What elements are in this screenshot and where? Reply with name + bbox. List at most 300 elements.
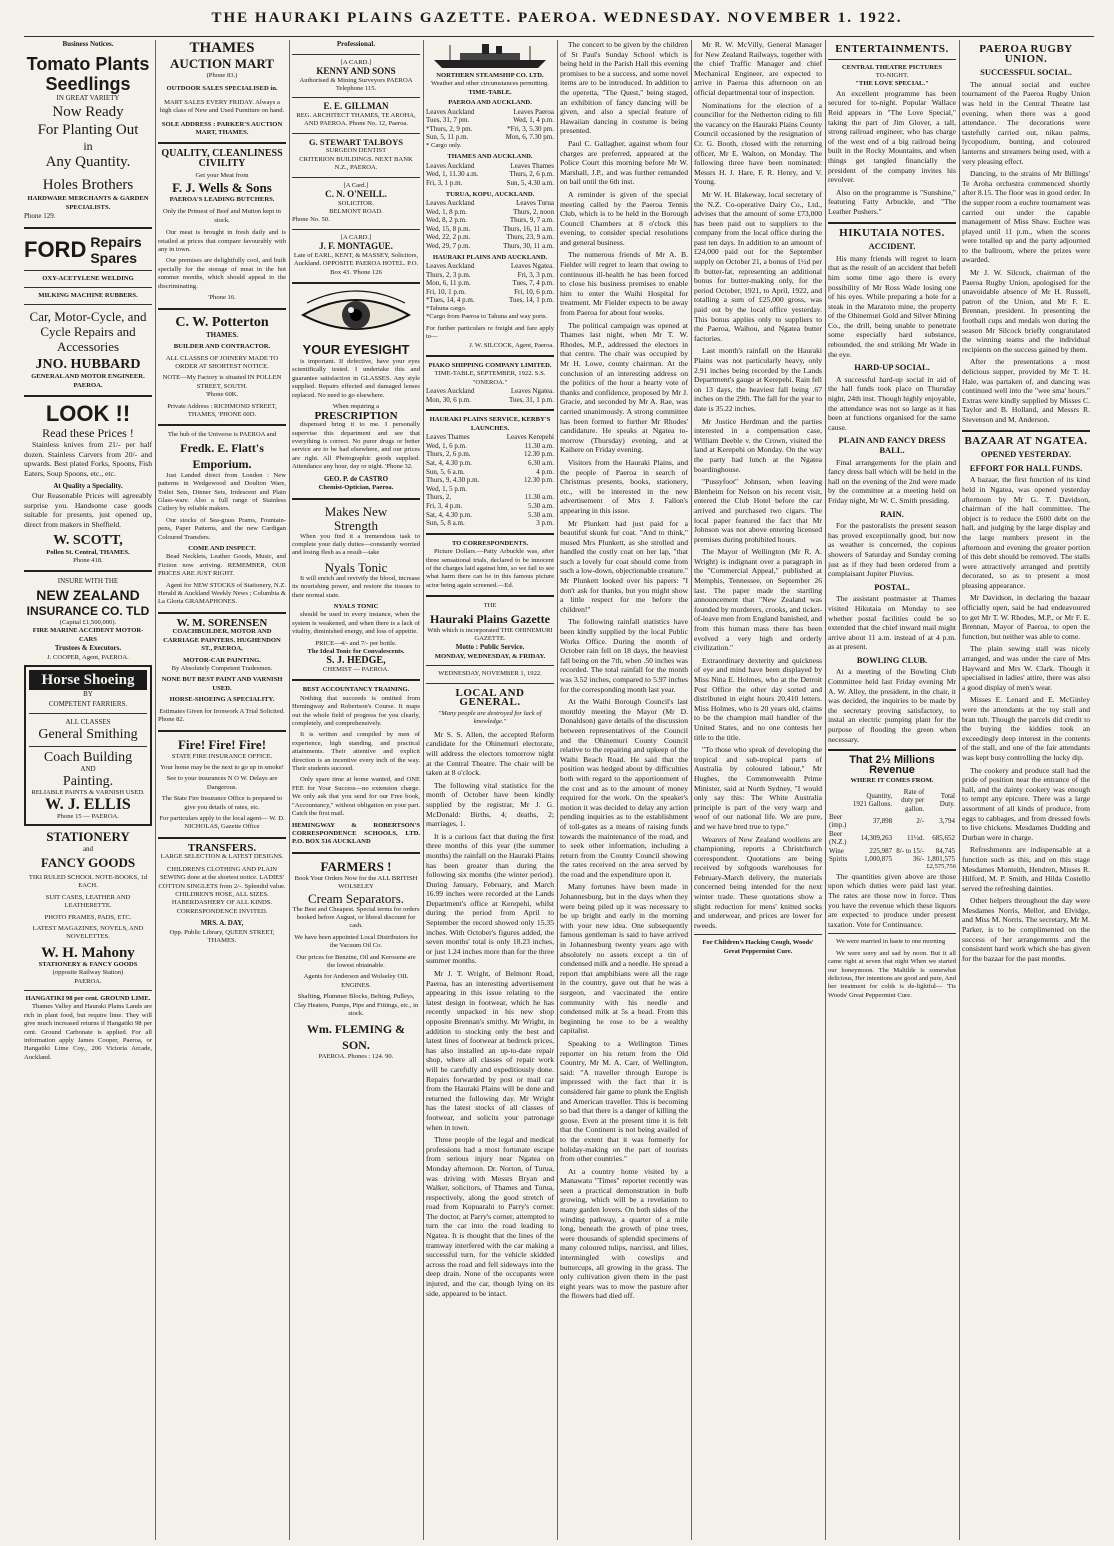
shafting-text: Shafting, Plummer Blocks, Belting, Pulleys, Clay Heaters, Pumps, Pipe and Fittings, etc., in stock. (293, 993, 419, 1017)
column-8 (962, 40, 1090, 1540)
table-row (828, 830, 956, 847)
table-header-row (426, 162, 554, 171)
divider (426, 409, 554, 411)
cargo-paeroa-note: *Cargo from Paeroa to Tahuna and way ports. (426, 313, 548, 321)
revenue-table (828, 788, 956, 864)
outdoor-sales: OUTDOOR SALES SPECIALISED in. (166, 85, 278, 93)
masthead: THE HAURAKI PLAINS GAZETTE. PAEROA. WEDNESDAY. NOVEMBER 1. 1922. (211, 10, 903, 26)
divider (29, 746, 147, 747)
accountancy-body: Nothing that succeeds is omitted from Hemingway and Robertson's Course. It maps out the whole field of progress for you clearly, completely, and comprehensively. (292, 694, 420, 728)
table-cell: 1,000,875 (864, 855, 893, 864)
potterton-phone: 'Phone 60K. (205, 391, 239, 399)
table-cell: Mon, 6, 11 p.m. (426, 279, 471, 288)
requiring-text: When requiring a (332, 403, 380, 411)
bazaar-heading: BAZAAR AT NGATEA. (964, 434, 1088, 447)
table-cell: 14,309,263 (860, 834, 893, 843)
cargo-note: * Cargo only. (426, 142, 462, 149)
ideal-tonic: The Ideal Tonic for Convalescents. (307, 648, 405, 655)
ford-repairs: Repairs (90, 233, 142, 250)
divider (158, 837, 286, 839)
table-cell: Thurs, 23, 9 a.m. (506, 233, 554, 242)
hemingway-address: HEMINGWAY & ROBERTSON'S CORRESPONDENCE SCHOOLS, LTD. P.O. BOX 516 AUCKLAND (292, 821, 420, 846)
article-paragraph: Three people of the legal and medical professions had a most fortunate escape from serious injury near Ngatea on Monday afternoon. Dr. Norton, of Turua, was driving with Messrs Bryan and Walker, solicitors, of Thames and Turua, respectively, along the good stretch of road from Kopuarahi to Parry's corner. The doctor, at Parry's corner, attempted to turn the car into the road leading to Ngatea. It is thought that the lines of the tramway interfered with the car making a successful turn, for the vehicle skidded across the road and fell sideways into the deep drain. None of the occupants were injured, and the car, though lying on its side, appeared to be intact. (426, 1135, 554, 1298)
table-cell: 3,794 (939, 817, 955, 826)
article-paragraph: Mr J. T. Wright, of Belmont Road, Paeroa, has an interesting advertisement appearing in this issue relating to the latest design in footwear, which he has recently unpacked in his new shop opposite Brennan's smithy. Mr Wright, in addition to stocking only the best and latest lines of footwear at bedrock prices, has also installed an up-to-date repair shop, where all classes of repair work will be carefully and expeditiously done. Repairs forwarded by post or mail car from the Hauraki Plains will be done and returned the following day. Mr Wright has the latest stocks of all classes of footwear, and solicits your patronage when in town. (426, 969, 554, 1132)
ellis-name: W. J. ELLIS (45, 795, 131, 813)
mahony-location: (opposite Railway Station) (52, 969, 124, 977)
ellis-phone: Phone 15 — PAEROA. (56, 812, 120, 820)
article-paragraph: Extraordinary dexterity and quickness of eye and mind have been displayed by Miss Nina E. Holmes, who at the Detroit Post Office the other day sorted and distributed in eight hours 20,410 letters. Miss Holmes, who is 20 years old, claims to be the champion mail handler of the United States, and no one contests her title to the title. (694, 655, 822, 742)
entertainments-heading: ENTERTAINMENTS. (835, 43, 949, 55)
nyals-tonic-caps: NYALS TONIC (333, 602, 379, 610)
for-planting: For Planting Out (37, 122, 139, 139)
mahony-subtitle: STATIONERY & FANCY GOODS (38, 960, 138, 968)
subheading: EFFORT FOR HALL FUNDS. (969, 462, 1083, 473)
thames-heading: THAMES (189, 40, 255, 56)
column-3 (292, 40, 420, 1540)
table-row (426, 225, 554, 234)
large-selection: LARGE SELECTION & LATEST DESIGNS. (160, 853, 284, 861)
meat-body: Our meat is brought in fresh daily and is retailed at prices that compare favourably with any in town. (158, 229, 286, 254)
divider (828, 222, 956, 224)
seagrass-body: Our stocks of Sea-grass Prams, Fountain-pens, Paper Patterns, and the new Cardigan Coloured Transfers. (158, 516, 286, 541)
correspondents-body: Picture Dollars.—Patty Arbuckle was, after three sensational trials, declared to be innocent of the charges laid against him, so we fail to see what harm there can be in this famous picture actor being again screened.—Ed. (426, 548, 554, 589)
table-cell: Wed, 15, 8 p.m. (426, 224, 471, 233)
prime-meat: Only the Primest of Beef and Mutton kept in stock. (163, 208, 281, 224)
photo-frames: PHOTO FRAMES, PADS, ETC. (44, 913, 132, 921)
steamship-illustration (430, 42, 550, 70)
publication-days: MONDAY, WEDNESDAY, & FRIDAY. (434, 652, 546, 660)
table-header-row (426, 108, 554, 117)
nyals-intro: When you find it a tremendous task to complete your daily duties—constantly worried and losing flesh as a result—take (292, 532, 420, 557)
ford-ad (24, 234, 152, 266)
table-cell: 225,987 (869, 846, 893, 855)
table-cell: 3 p.m. (536, 519, 554, 528)
nz-heading: NEW ZEALAND (36, 586, 140, 603)
and-text: and (82, 845, 94, 854)
potterton-name: C. W. Potterton (175, 314, 269, 330)
article-paragraph: Also on the programme is "Sunshine," featuring Fatty Arbuckle, and "The Leather Pushers." (828, 187, 956, 216)
quality-heading: At Quality a Speciality. (53, 481, 123, 490)
table-cell: Beer (N.Z.) (829, 829, 847, 847)
table-cell: Thurs, 2, 6 p.m. (426, 450, 471, 459)
professional-heading: Professional. (336, 40, 376, 48)
table-row (828, 813, 956, 830)
article-paragraph: The quantities given above are those upon which duties were paid last year. The rates are those now in force. Thus you have the revenue which these liquors are expected to produce under present taxation. Vote for Continuance. (828, 871, 956, 929)
column-divider (155, 40, 156, 1540)
table-cell: Fri, 3, 1 p.m. (426, 179, 463, 187)
fleming-name: Wm. FLEMING & SON. (306, 1022, 406, 1053)
article-paragraph: Final arrangements for the plain and fancy dress ball which will be held in the hall on the evening of the 2nd were made by the committee at a meeting held on Friday night, Mr W. C. Smith presiding. (828, 457, 956, 505)
gazette-title: Hauraki Plains Gazette (430, 611, 550, 626)
car-repairs: Car, Motor-Cycle, and Cycle Repairs and Accessories (29, 309, 147, 355)
table-cell: 685,652 (932, 834, 955, 843)
table-cell: Spirits (829, 855, 848, 864)
table-cell: Sun, 5, 6 a.m. (426, 467, 465, 476)
cream-separators: Cream Separators. (307, 890, 405, 906)
any-quantity: Any Quantity. (45, 154, 131, 171)
milking: MILKING MACHINE RUBBERS. (38, 292, 138, 299)
flatt-name: Fredk. E. Flatt's (180, 440, 264, 455)
column-1 (24, 40, 152, 1540)
table-cell: 8/- to 15/- (896, 846, 925, 855)
auction-phone: (Phone 83.) (206, 72, 238, 79)
and-text: AND (80, 764, 96, 773)
accountancy-body-3: Only spare time at home wanted, and ONE FEE for Your Success—no extension charge. We only ask that you send for our Free book, "Accountancy," without obligation on your part. Catch the first mail. (292, 776, 420, 818)
table-header: Leaves Auckland (426, 107, 475, 116)
issue-date: WEDNESDAY, NOVEMBER 1, 1922. (438, 670, 542, 678)
column-divider (691, 40, 692, 1540)
subheading: POSTAL. (874, 581, 910, 592)
subheading: SUCCESSFUL SOCIAL. (980, 67, 1072, 78)
table-cell: 37,898 (872, 817, 893, 826)
talboys-name: G. STEWART TALBOYS (309, 136, 403, 147)
article-paragraph: The cookery and produce stall had the pride of position near the entrance of the hall, and the dainty cookery was enough to tempt any epicure. There was a large assortment of all kinds of produce, from eggs to cabbages, and from dressed fowls to live chickens. Mesdames Dudding and Durban were in charge. (962, 765, 1090, 842)
table-cell: Thurs, 2, (426, 493, 452, 502)
table-cell: Thurs, 2, noon (513, 207, 554, 216)
table-cell: Wed, 1, 8 p.m. (426, 207, 467, 216)
variety-text: IN GREAT VARIETY (56, 93, 120, 102)
table-row (426, 242, 554, 251)
divider (426, 533, 554, 535)
fleming-subtitle: PAEROA. Phones : 124. 90. (318, 1053, 394, 1061)
tomato-title: Tomato Plants (26, 53, 150, 74)
article-paragraph: Refreshments are indispensable at a function such as this, and on this stage Mesdames Monteith, Hendren, Misses R. Hilford, M. P. Smith, and Hilda Costello served the refreshing dainties. (962, 845, 1090, 893)
divider (694, 934, 822, 935)
table-cell: 36/- (912, 855, 925, 864)
accountancy-body-2: It is written and compiled by men of experience, high standing, and practical attainments. Their attentive and explicit direction is an incentive every inch of the way. Their students succeed. (292, 731, 420, 773)
table-cell: Wed, 1, 11.30 a.m. (426, 170, 479, 179)
table-row (426, 450, 554, 459)
kenny-name: KENNY AND SONS (316, 66, 396, 76)
private-address: Private Address : RICHMOND STREET, THAMES, 'PHONE 60D. (167, 402, 277, 418)
divider (158, 424, 286, 426)
subheading: BOWLING CLUB. (856, 654, 928, 665)
column-5 (560, 40, 688, 1540)
divider (828, 933, 956, 934)
table-header: Leaves Auckland (426, 261, 475, 270)
table-header-row (426, 433, 554, 442)
oneill-phone: Phone No. 50. (292, 216, 330, 224)
table-cell: Wine (829, 846, 844, 855)
accountancy-heading: BEST ACCOUNTANCY TRAINING. (302, 686, 410, 694)
article-paragraph: Other helpers throughout the day were Mesdames Norris, Mellor, and Elvidge, and Miss M. Norris. The secretary, Mr M. Parker, is to be complimented on the success of her arrangements and the consistent hard work which she has given for the bazaar for the past months. (962, 896, 1090, 963)
divider (24, 270, 152, 271)
subheading: RAIN. (880, 508, 904, 519)
competent-text: By Absolutely Competent Tradesmen. (171, 665, 273, 673)
card-label: [A CARD.] (340, 233, 372, 241)
table-cell: Thurs, 9, 7 a.m. (509, 216, 554, 225)
card-label: [A Card.] (343, 181, 369, 189)
article-paragraph: At a meeting of the Bowling Club Committee held last Friday evening Mr A. W. Alley, the president, in the chair, it was decided, the inquiries to be made by the secretary proving satisfactory, to instal an electric pumping plant for the purpose of flooding the green when necessary. (828, 667, 956, 744)
table-row (426, 233, 554, 242)
table-cell: 11.30 a.m. (524, 493, 554, 502)
divider (24, 990, 152, 991)
article-paragraph: Mr S. S. Allen, the accepted Reform candidate for the Ohinemuri electorate, will address the electors tomorrow night at the Central Theatre. The chair will be taken at 8 o'clock. (426, 729, 554, 778)
motto-text: Motto : Public Service. (455, 643, 525, 652)
revenue-subheading: WHERE IT COMES FROM. (850, 777, 934, 785)
table-cell: 84,745 (935, 846, 955, 855)
divider (292, 229, 420, 230)
divider (29, 713, 147, 714)
article-paragraph: At a country home visited by a Manawatu "Times" reporter recently was seen a practical demonstration in bulb growing, which will be a revelation to many garden lovers. On both sides of the winding pathway, a quarter of a mile long, beneath the growth of pine trees, were thousands of splendid specimens of many coloured tulips, narcissi, and lilies, intermingled with cowslips and buttercups, all growing in the grass. The only cultivation given them in the past eight years was to mow the pasture after the flowers had died off. (560, 1166, 688, 1301)
piako-heading: PIAKO SHIPPING COMPANY LIMITED. (428, 361, 552, 369)
divider (292, 177, 420, 178)
premises-body: Our premises are delightfully cool, and built specially for the storage of meat in the hot summer months, which should appeal to the discriminating. (158, 257, 286, 290)
piako-timetable: TIME-TABLE, SEPTEMBER, 1922. S.S. "ONEROA." (434, 370, 546, 386)
scott-address: Pollen St. Central, THAMES. (46, 548, 130, 556)
subheading: HARD-UP SOCIAL. (854, 362, 930, 373)
table-header-row (828, 788, 956, 813)
prepared-text: The State Fire Insurance Office is prepared to give you details of rates, etc. (161, 795, 283, 811)
table-header: Leaves Ngatea. (510, 261, 554, 270)
mahony-town: PAEROA. (74, 977, 102, 985)
wells-subtitle: PAEROA'S LEADING BUTCHERS. (169, 196, 275, 204)
central-theatre: CENTRAL THEATRE PICTURES (841, 63, 943, 71)
divider (828, 59, 956, 60)
gillman-subtitle: REG. ARCHITECT THAMES, TE AROHA, AND PAEROA. Phone No. 12, Paeroa. (296, 112, 416, 128)
eyesight-heading: YOUR EYESIGHT (302, 342, 410, 358)
column-divider (423, 40, 424, 1540)
divider (292, 54, 420, 55)
table-cell: Wed, 29, 7 p.m. (426, 241, 471, 250)
table-row (426, 133, 554, 142)
table-cell: Wed, 1, 6 p.m. (426, 441, 467, 450)
article-paragraph: Paul C. Gallagher, against whom four charges are preferred, appeared at the Police Court this morning before Mr W. Marshall, J.P., and was further remanded on bail until the 6th inst. (560, 138, 688, 187)
table-row (426, 208, 554, 217)
all-classes: ALL CLASSES (65, 718, 111, 727)
further-particulars: For further particulars re freight and fare apply to— (426, 324, 554, 341)
table-header: Leaves Auckland (426, 387, 475, 396)
column-4 (426, 40, 554, 1540)
article-paragraph: A bazaar, the first function of its kind held in Ngatea, was opened yesterday afternoon by Mr G. T. Davidson, chairman of the hall committee. The object is to reduce the £600 debt on the hall, and judging by the large display and the large numbers present in the afternoon and evening the greater portion of this debt should be removed. The stalls were attractively arranged and prettily decorated, so as to present a most pleasing appearance. (962, 475, 1090, 590)
vacuum-oil: We have been appointed Local Distributors for the Vacuum Oil Co. (294, 933, 418, 950)
eyesight-body: is important. If defective, have your eyes scientifically tested. I undertake this and guarantee satisfaction in GLASSES. Any style supplied. Repairs effected and damaged lenses replaced. No need to go elsewhere. (292, 358, 420, 399)
transfers-heading: TRANSFERS. (187, 841, 257, 854)
divider (24, 395, 152, 397)
table-cell: Sun, 5, 8 a.m. (426, 519, 465, 528)
suit-cases: SUIT CASES, LEATHER AND LEATHERETTE. (45, 893, 131, 910)
table-cell: Fri, 3, 3 p.m. (517, 270, 554, 279)
article-paragraph: Mr Justice Herdman and the parties interested in a compensation case, William Deeble v. the Crown, visited the land at Kerepehi on Monday. On the way the party had lunch at the Ngatea boardinghouse. (694, 416, 822, 474)
divider (158, 730, 286, 732)
seedlings-title: Seedlings (45, 73, 131, 94)
card-label: [A CARD.] (340, 58, 372, 66)
correspondents-heading: TO CORRESPONDENTS. (451, 539, 529, 547)
stationery-heading: STATIONERY (46, 829, 130, 845)
revenue-heading: That 2½ Millions Revenue (849, 754, 935, 776)
divider (828, 749, 956, 751)
article-paragraph: It is a curious fact that during the first three months of this year (the summer months) the rainfall on the Hauraki Plains has been greater than during the following six months (the winter period). During January, February, and March 16.99 inches were recorded at the Lands Department's office at Kerepehi, whilst during the period from April to September the record showed only 15.35 inches. With October's figures added, the seven months' total is only 18.23 inches, or just 1.24 inches more than for the three summer months. (426, 831, 554, 966)
coach-building: Coach Building (43, 749, 133, 765)
table-header: Total Duty. (939, 792, 955, 809)
column-2 (158, 40, 286, 1540)
montague-name: J. F. MONTAGUE. (319, 241, 393, 252)
table-cell: Tues, 31, 7 pm. (426, 116, 470, 125)
farriers-text: COMPETENT FARRIERS. (48, 699, 128, 708)
article-paragraph: Mr Plunkett had just paid for a beautiful skunk fur coat. "And to think," mused Mrs Plunkett, as she strolled and handled the costly coat on her lap, "that such a lovely fur coat should come from such a low-down, objectionable creature." Mr Plunkett looked over his papers: "I don't ask for thanks, but you might show a little respect for me before the children!" (560, 518, 688, 614)
article-paragraph: Last month's rainfall on the Hauraki Plains was not particularly heavy, only 2.91 inches being recorded by the Lands Department's gauge at Kerepehi. Rain fell on 13 days, the heaviest fall being .67 inches on the 29th. The fall for the year to date is 35.22 inches. (694, 346, 822, 413)
welding: OXY-ACETYLENE WELDING (42, 274, 134, 282)
divider (158, 612, 286, 614)
article-paragraph: Misses E. Lenard and E. McGinley were the attendants at the toy stall and bran tub. Though the parcels did credit to the buying the kiddies took an exceedingly deep interest in the contents of the stall, and one of the fair attendants was kept busy controlling the lucky dip. (962, 695, 1090, 762)
makes-new: Makes New (324, 503, 388, 519)
divider (962, 430, 1090, 432)
table-header: Leaves Thames (510, 161, 554, 170)
article-paragraph: Mr R. W. McVilly, General Manager for New Zealand Railways, together with the chief Traffic Manager and chief Mechanical Engineer, are expected to arrive in Paeroa this afternoon on an official departmental tour of inspection. (694, 40, 822, 97)
subheading: PLAIN AND FANCY DRESS BALL. (838, 435, 946, 455)
hauraki-plains-table (426, 262, 554, 305)
insurance-co: INSURANCE CO. TLD (26, 603, 150, 618)
ford-logo: FORD (24, 236, 87, 262)
table-cell: Fri, 3, 4 p.m. (426, 501, 463, 510)
local-general-heading: LOCAL AND GENERAL. (455, 686, 525, 709)
quality-cleanliness: QUALITY, CLEANLINESS CIVILITY (161, 148, 283, 170)
landed-body: Just Landed direct from London : New patterns in Wedgewood and Doulton Ware, Toilet Sets, Dinner Sets, Iridescent and Plain Glass-ware. Also a full range of Stainless Cutlery by reliable makers. (158, 471, 286, 513)
best-paint: NONE BUT BEST PAINT AND VARNISH USED. (161, 676, 283, 692)
table-header: Rate of duty per gallon. (901, 787, 925, 813)
castro-name: GEO. P. de CASTRO (323, 474, 389, 483)
nyals-should: should be used in every instance, when the system is weakened, and when there is a lack of vitality, diminished energy, and loss of appetite. (292, 611, 420, 636)
article-paragraph: The annual social and euchre tournament of the Paeroa Rugby Union was held in the Central Theatre last evening, when there was a good attendance. The decorations were tastefully carried out, nikau palms, lycopodium, bunting, and coloured lanterns and streamers being used, with a very pleasing effect. (962, 79, 1090, 166)
table-cell: Thurs, 9, 4.30 p.m. (426, 476, 480, 485)
table-cell: Tues, 31, 1 p.m. (508, 395, 554, 404)
castro-subtitle: Chemist-Optician, Paeroa. (318, 484, 394, 492)
revenue-total: £2,575,756 (926, 863, 956, 871)
emporium-name: Emporium. (192, 456, 252, 471)
surgeon-dentist: SURGEON DENTIST (325, 147, 387, 155)
cooper-agent: J. COOPER, Agent, PAEROA. (47, 653, 129, 661)
article-paragraph: An excellent programme has been secured for to-night. Popular Wallace Reid appears in "The Love Special," taking the part of Jim Glover, a tall, strong railroad engineer, who has charge of the west end of a big railroad being built in the Rocky Mountains, and when things get tangled financially the president of the company invites his revolver. (828, 88, 956, 185)
divider (292, 498, 420, 500)
article-paragraph: The political campaign was opened at Thames last night, when Mr T. W. Rhodes, M.P., addressed the electors in that centre. The chair was occupied by Mr H. Lowe, county chairman. At the conclusion of an interesting address on the politics of the hour a hearty vote of thanks and confidence, proposed by Mr J. Gracie, and seconded by Mr A. Rae, was carried unanimously. A strong committee has been formed to further Mr Rhodes' candidature. He speaks at Ngatea to-morrow (Thursday) evening, and at Kaihere on Friday evening. (560, 320, 688, 455)
ford-spares: Spares (90, 249, 138, 266)
table-row (426, 288, 554, 297)
column-divider (959, 40, 960, 1540)
sole-address: SOLE ADDRESS : PARKER'S AUCTION MART, THAMES. (161, 120, 283, 137)
table-cell: 4 p.m. (536, 467, 554, 476)
table-header: Leaves Auckland (426, 161, 475, 170)
auction-mart-heading: AUCTION MART (170, 56, 274, 71)
article-paragraph: A reminder is given of the special meeting called by the Paeroa Tennis Club, which is to be held in the Borough Council Chambers at 8 o'clock this evening, to consider special resolutions and general business. (560, 189, 688, 247)
table-cell: Fri, 10, 1 p.m. (426, 287, 466, 296)
subheading: ACCIDENT. (868, 241, 916, 252)
table-cell: Sat, 4, 4.30 p.m. (426, 458, 472, 467)
rugby-heading: PAEROA RUGBY UNION. (979, 43, 1073, 65)
love-special: "THE LOVE SPECIAL." (855, 80, 929, 88)
table-row (426, 519, 554, 528)
column-divider (825, 40, 826, 1540)
table-cell: 12.30 p.m. (524, 450, 554, 459)
article-paragraph: "To those who speak of developing the tropical and sub-tropical parts of Australia by coloured labour," Mr Hughes, the Commonwealth Prime Minister, said at North Sydney, "I would only say this: The White Australia principle is part of the very warp and woof of our national life. We are pure, and we have bred true to type." (694, 745, 822, 831)
table-cell: 5.30 a.m. (527, 501, 554, 510)
horse-shoeing-title: Horse Shoeing (29, 670, 147, 690)
motto-quote: "Many people are destroyed for lack of knowledge." (438, 709, 542, 726)
table-cell (494, 485, 554, 494)
mart-sales: MART SALES EVERY FRIDAY. Always a high class of New and Used Furniture on hand. (159, 98, 285, 115)
silcock-agent: J. W. SILCOCK, Agent, Paeroa. (469, 341, 554, 349)
potterton-town: THAMES. (205, 330, 239, 339)
table-cell: 2/- (916, 817, 925, 826)
hikutaia-heading: HIKUTAIA NOTES. (839, 226, 945, 239)
table-header: Leaves Turua (516, 199, 554, 207)
table-cell: Beer (imp.) (829, 813, 847, 830)
the-text: THE (483, 602, 497, 610)
table-row (426, 502, 554, 511)
column-divider (557, 40, 558, 1540)
article-paragraph: "Pussyfoot" Johnson, when leaving Blenheim for Nelson on his recent visit, entered the Club Hotel before the car arrived and purchased two cigars. The local paper featured the fact that Mr Johnson was not above entering licensed premises during prohibited hours. (694, 477, 822, 544)
divider (24, 570, 152, 572)
ford-repairs-block (90, 234, 141, 266)
table-row (426, 125, 554, 134)
table-row (828, 847, 956, 855)
subheading: OPENED YESTERDAY. (980, 449, 1072, 460)
table-cell: Mon, 6, 7.30 pm. (505, 133, 554, 142)
hauraki-plains-heading: HAURAKI PLAINS AND AUCKLAND. (432, 253, 548, 261)
table-cell: 6.30 a.m. (527, 458, 554, 467)
article-paragraph: The assistant postmaster at Thames visited Hikutaia on Monday to see whether postal facilities could be so extended that the chief inward mail might arrive about 11 a.m. instead of at 4 p.m. as at present. (828, 594, 956, 652)
table-header: Leaves Thames (426, 433, 470, 442)
day-address: Opp. Public Library, QUEEN STREET, THAMES. (169, 928, 275, 945)
holes-brothers: Holes Brothers (42, 177, 134, 194)
divider (158, 142, 286, 144)
children-clothing: CHILDREN'S CLOTHING AND PLAIN SEWING done at the shortest notice. LADIES' COTTON SINGLETS from 2/-. Splendid value. CHILDREN'S HOSE, ALL SIZES. HABERDASHERY OF ALL KINDS. CORRESPONDENCE INVITED. (158, 865, 286, 915)
table-cell: Thurs, 2, 3 p.m. (426, 270, 471, 279)
fancy-goods-heading: FANCY GOODS (40, 854, 136, 870)
table-cell: 5.30 a.m. (527, 510, 554, 519)
section-heading: Business Notices. (62, 40, 114, 48)
divider (426, 595, 554, 597)
article-paragraph: Wearers of New Zealand woollens are championing, reports a Christchurch correspondent. Quotations are being received by softgoods warehouses for February-March delivery, the materials concerned being intended for the next winter trade. These quotations show a slight reduction for mens' knitted socks and underwear, and prices are lower for tweeds. (694, 834, 822, 930)
table-cell: Mon, 30, 6 p.m. (426, 395, 471, 404)
nyals-body: It will enrich and revivify the blood, increase its nourishing power, and restore the tissues to their normal state. (292, 574, 420, 599)
article-paragraph: The numerous friends of Mr A. B. Fielder will regret to learn that owing to continuous ill-health he has been forced to close his business premises to enable him to enter the Waihi Hospital for treatment. Mr Fielder expects to be away from Paeroa for about four weeks. (560, 250, 688, 318)
divider (292, 133, 420, 134)
now-ready: Now Ready (52, 104, 124, 121)
nyals-tonic-title: Nyals Tonic (324, 559, 388, 575)
builder-text: BUILDER AND CONTRACTOR. (173, 343, 271, 351)
table-row (426, 271, 554, 280)
sorensen-phone: Phone 82. (158, 716, 185, 724)
piako-table (426, 387, 554, 404)
tahuna-note: *Tahuna cargo. (426, 304, 467, 312)
horse-speciality: HORSE-SHOEING A SPECIALITY. (169, 696, 275, 704)
fire-heading: Fire! Fire! Fire! (177, 736, 267, 752)
nyals-price: PRICE—4/- and 7/- per bottle. (315, 639, 397, 647)
article-paragraph: For the pastoralists the present season has proved exceptionally good, but now as weather is concerned, the copious showers of Saturday and Sunday coming just as if they had been ordered from a complaisant Jupiter Pluvius. (828, 521, 956, 579)
paeroa-auckland-table (426, 108, 554, 142)
divider (292, 852, 420, 854)
home-smoke: Your home may be the next to go up in smoke! (160, 763, 284, 771)
table-header: Leaves Kerepehi (506, 433, 554, 442)
divider (426, 355, 554, 357)
table-header: Quantity, 1921 Gallons. (852, 792, 893, 809)
table-row (426, 468, 554, 477)
hubbard-subtitle: GENERAL AND MOTOR ENGINEER. PAEROA. (31, 373, 145, 389)
solicitor-text: SOLICITOR. (338, 199, 374, 207)
hedge-subtitle: CHEMIST — PAEROA. (322, 666, 390, 673)
general-smithing: General Smithing (38, 726, 138, 742)
prescription-heading: PRESCRIPTION (314, 409, 398, 422)
table-cell: 11.30 a.m. (524, 441, 554, 450)
article-paragraph: Many fortunes have been made in Johannesburg, but in the days when they were being piled up it was necessary to be up bright and early in the morning with your new idea. One subsequently famous gentleman is said to have arrived in Johannesburg twenty years ago with absolutely no assets except a tin of condensed milk and a needle. He spread a report that amphibians were all the rage in the country, gave out that he was a surgeon, and vaccinated the entire community with his needle and condensed milk at 5s a head. From this beginning he rose to be a wealthy capitalist. (560, 882, 688, 1036)
strength-heading: Strength (333, 517, 379, 533)
holes-subtitle: HARDWARE MERCHANTS & GARDEN SPECIALISTS. (27, 195, 149, 211)
tonight-text: TO-NIGHT. (875, 72, 909, 79)
tiki-notebooks: TIKI RULED SCHOOL NOTE-BOOKS, 1d EACH. (28, 873, 148, 890)
table-header-row (426, 262, 554, 271)
divider (24, 227, 152, 229)
